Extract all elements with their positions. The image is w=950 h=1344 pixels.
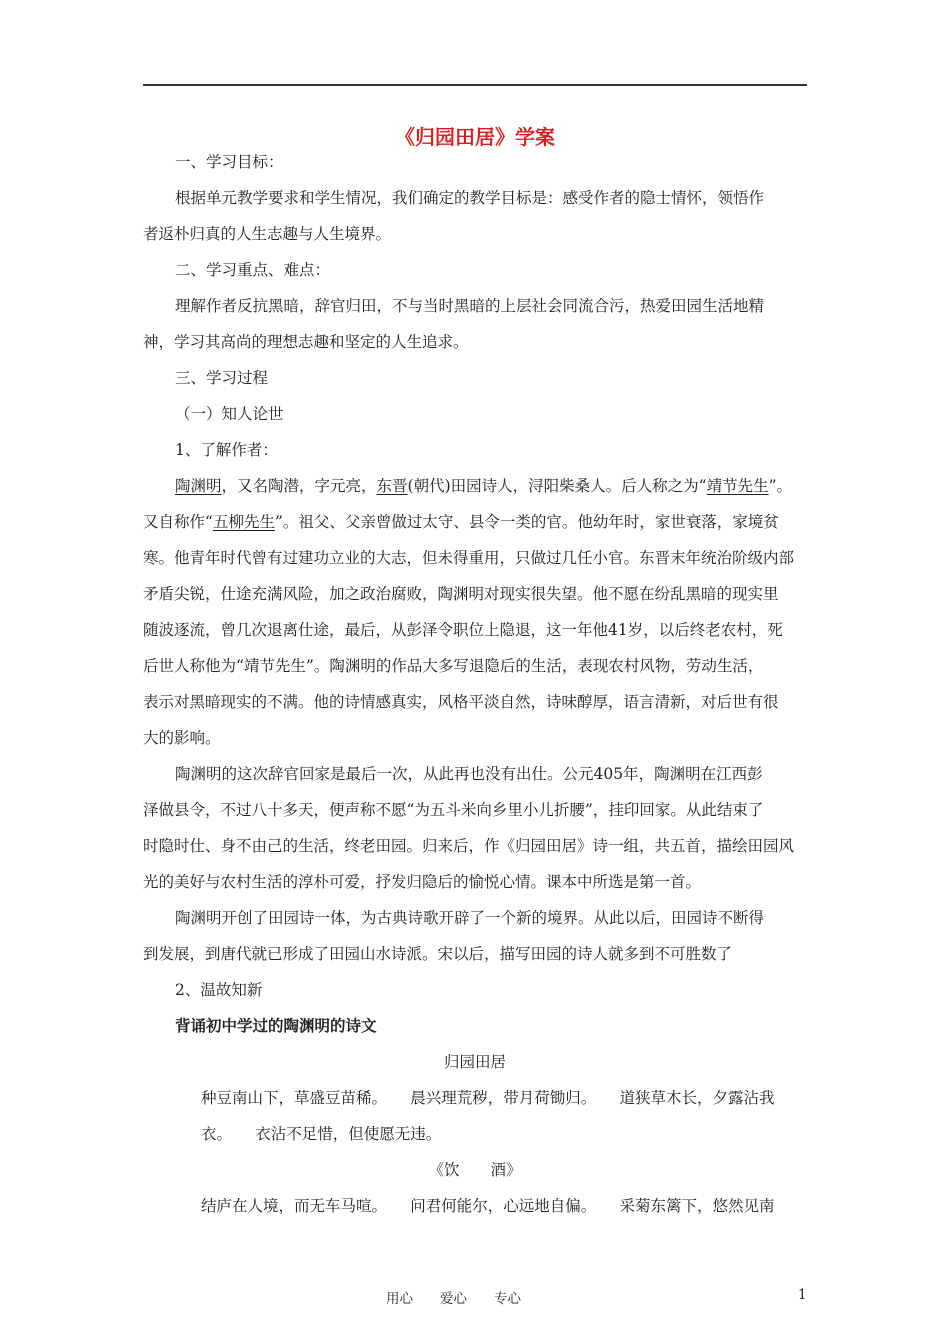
- author-line: [143, 468, 807, 504]
- resignation-line: 时隐时仕、身不由己的生活，终老田园。归来后，作《归园田居》诗一组，共五首，描绘田园风: [143, 837, 795, 855]
- author-text: ，又名陶潜，字元亮，: [221, 477, 377, 495]
- heading-process: 三、学习过程: [175, 369, 269, 387]
- key-text-line: 理解作者反抗黑暗，辞官归田，不与当时黑暗的上层社会同流合污，热爱田园生活地精: [175, 297, 765, 315]
- author-line: [143, 504, 807, 540]
- legacy-line: 陶渊明开创了田园诗一体，为古典诗歌开辟了一个新的境界。从此以后，田园诗不断得: [175, 909, 765, 927]
- poem-title: 归园田居: [443, 1053, 506, 1071]
- author-line: 随波逐流，曾几次退离仕途，最后，从彭泽令职位上隐退，这一年他41岁，以后终老农村，死: [143, 621, 783, 639]
- page-number: 1: [798, 1287, 807, 1303]
- author-text: ”。: [768, 477, 793, 495]
- subheading-review: 2、温故知新: [175, 981, 263, 999]
- self-title: 五柳先生: [212, 513, 275, 531]
- goal-text-line: 者返朴归真的人生志趣与人生境界。: [143, 225, 392, 243]
- recite-instruction: 背诵初中学过的陶渊明的诗文: [175, 1016, 377, 1035]
- author-name: 陶渊明: [175, 477, 222, 495]
- poem-line: 衣。 衣沾不足惜，但使愿无违。: [201, 1125, 442, 1143]
- poem-line: 结庐在人境，而无车马喧。 问君何能尔，心远地自偏。 采菊东篱下，悠然见南: [201, 1197, 775, 1215]
- author-text: ”。祖父、父亲曾做过太守、县令一类的官。他幼年时，家世衰落，家境贫: [274, 513, 779, 531]
- poem-title: 《饮 酒》: [428, 1161, 522, 1179]
- subheading-context: （一）知人论世: [175, 405, 284, 423]
- author-line: 寒。他青年时代曾有过建功立业的大志，但未得重用，只做过几任小官。东晋末年统治阶级内部: [143, 549, 795, 567]
- subheading-author: 1、了解作者：: [175, 441, 278, 459]
- author-text: (朝代)田园诗人，浔阳柴桑人。后人称之为“: [407, 477, 707, 495]
- resignation-line: 陶渊明的这次辞官回家是最后一次，从此再也没有出仕。公元405年，陶渊明在江西彭: [175, 765, 763, 783]
- dynasty: 东晋: [376, 477, 408, 495]
- posthumous-title: 靖节先生: [706, 477, 769, 495]
- legacy-line: 到发展，到唐代就已形成了田园山水诗派。宋以后，描写田园的诗人就多到不可胜数了: [143, 945, 733, 963]
- author-line: 后世人称他为“靖节先生”。陶渊明的作品大多写退隐后的生活，表现农村风物，劳动生活，: [143, 657, 764, 675]
- key-text-line: 神，学习其高尚的理想志趣和坚定的人生追求。: [143, 333, 469, 351]
- heading-key-points: 二、学习重点、难点：: [175, 261, 331, 279]
- footer-motto: 用心 爱心 专心: [386, 1291, 521, 1307]
- author-line: 表示对黑暗现实的不满。他的诗情感真实，风格平淡自然，诗味醇厚，语言清新，对后世有很: [143, 693, 779, 711]
- author-line: 矛盾尖锐，仕途充满风险，加之政治腐败，陶渊明对现实很失望。他不愿在纷乱黑暗的现实里: [143, 585, 779, 603]
- header-rule: [143, 84, 807, 86]
- goal-text-line: 根据单元教学要求和学生情况，我们确定的教学目标是：感受作者的隐士情怀，领悟作: [175, 189, 765, 207]
- author-text: 又自称作“: [143, 513, 213, 531]
- poem-line: 种豆南山下，草盛豆苗稀。 晨兴理荒秽，带月荷锄归。 道狭草木长，夕露沾我: [201, 1089, 775, 1107]
- resignation-line: 光的美好与农村生活的淳朴可爱，抒发归隐后的愉悦心情。课本中所选是第一首。: [143, 873, 702, 891]
- author-line: 大的影响。: [143, 729, 221, 747]
- heading-learning-goals: 一、学习目标：: [175, 153, 284, 171]
- resignation-line: 泽做县令，不过八十多天，便声称不愿“为五斗米向乡里小儿折腰”，挂印回家。从此结束了: [143, 801, 764, 819]
- document-title: 《归园田居》学案: [395, 125, 555, 149]
- document-body: [143, 144, 807, 1224]
